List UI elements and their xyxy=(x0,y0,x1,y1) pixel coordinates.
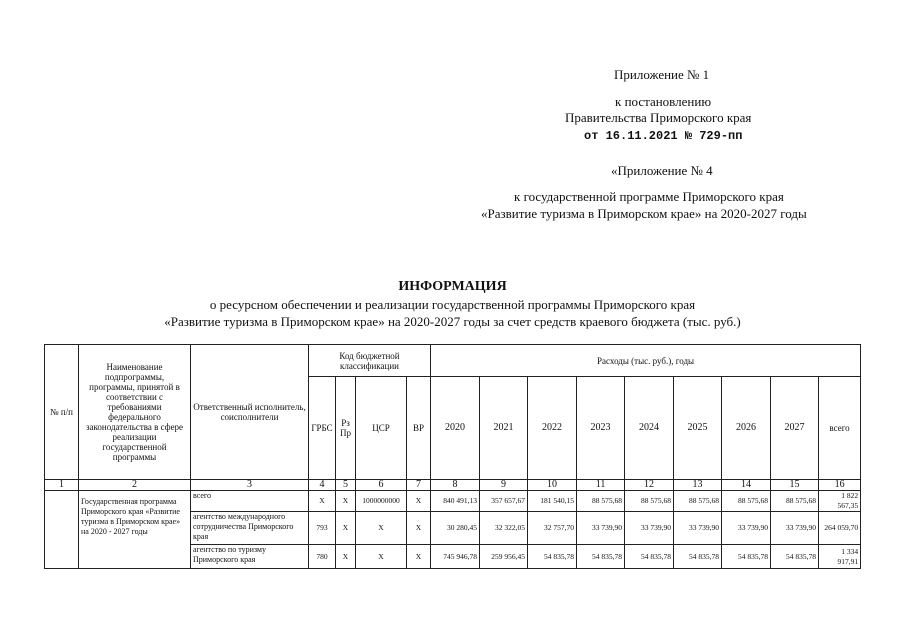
table-row xyxy=(45,491,861,512)
value-cell: 33 739,90 xyxy=(722,512,771,545)
col-number: 2 xyxy=(79,480,191,491)
col-number: 14 xyxy=(722,480,771,491)
grbs-cell: 780 xyxy=(309,545,336,569)
rzpr-cell: X xyxy=(336,491,356,512)
value-cell: 30 280,45 xyxy=(431,512,480,545)
value-cell: 840 491,13 xyxy=(431,491,480,512)
head-year: 2024 xyxy=(625,377,674,480)
col-number: 13 xyxy=(674,480,722,491)
value-cell: 54 835,78 xyxy=(528,545,577,569)
value-cell: 88 575,68 xyxy=(577,491,625,512)
value-cell: 54 835,78 xyxy=(771,545,819,569)
value-cell: 54 835,78 xyxy=(722,545,771,569)
vr-cell: X xyxy=(407,512,431,545)
col-number: 16 xyxy=(819,480,861,491)
executor-cell: всего xyxy=(191,491,309,512)
col-number: 5 xyxy=(336,480,356,491)
head-grbs: ГРБС xyxy=(309,377,336,480)
head-rzpr: Рз Пр xyxy=(336,377,356,480)
col-number: 4 xyxy=(309,480,336,491)
document-subtitle-line1: о ресурсном обеспечении и реализации государственной программы Приморского края xyxy=(209,297,696,312)
column-number-row xyxy=(45,480,861,491)
value-cell: 259 956,45 xyxy=(480,545,528,569)
grbs-cell: X xyxy=(309,491,336,512)
to-program-label: к государственной программе Приморского края xyxy=(514,189,784,204)
value-cell: 33 739,90 xyxy=(577,512,625,545)
rzpr-cell: X xyxy=(336,545,356,569)
value-cell: 88 575,68 xyxy=(722,491,771,512)
appendix-label: Приложение № 1 xyxy=(614,67,710,82)
value-cell: 33 739,90 xyxy=(771,512,819,545)
rzpr-cell: X xyxy=(336,512,356,545)
order-number: от 16.11.2021 № 729-пп xyxy=(584,129,743,143)
head-year: 2022 xyxy=(528,377,577,480)
head-csr: ЦСР xyxy=(356,377,407,480)
head-year: 2020 xyxy=(431,377,480,480)
head-year: 2025 xyxy=(674,377,722,480)
col-number: 3 xyxy=(191,480,309,491)
col-number: 9 xyxy=(480,480,528,491)
head-year: 2021 xyxy=(480,377,528,480)
value-cell: 54 835,78 xyxy=(625,545,674,569)
head-total: всего xyxy=(819,377,861,480)
col-number: 1 xyxy=(45,480,79,491)
value-cell: 54 835,78 xyxy=(577,545,625,569)
appendix4-label: «Приложение № 4 xyxy=(611,163,713,178)
document-title: ИНФОРМАЦИЯ xyxy=(398,279,507,294)
value-cell: 88 575,68 xyxy=(625,491,674,512)
head-code-group: Код бюджетной классификации xyxy=(309,345,431,377)
col-number: 15 xyxy=(771,480,819,491)
value-cell: 33 739,90 xyxy=(625,512,674,545)
program-name: Государственная программа Приморского края «Развитие туризма в Приморском крае» на 2020 - 2027 годы xyxy=(79,491,191,569)
vr-cell: X xyxy=(407,491,431,512)
grbs-cell: 793 xyxy=(309,512,336,545)
document-subtitle-line2: «Развитие туризма в Приморском крае» на 2020-2027 годы за счет средств краевого бюджета (тыс. руб.) xyxy=(164,314,741,329)
value-cell: 88 575,68 xyxy=(674,491,722,512)
col-number: 7 xyxy=(407,480,431,491)
program-num xyxy=(45,491,79,569)
head-year: 2026 xyxy=(722,377,771,480)
col-number: 11 xyxy=(577,480,625,491)
total-cell: 1 822 567,35 xyxy=(819,491,861,512)
total-cell: 1 334 917,91 xyxy=(819,545,861,569)
head-vr: ВР xyxy=(407,377,431,480)
head-year: 2027 xyxy=(771,377,819,480)
total-cell: 264 059,70 xyxy=(819,512,861,545)
value-cell: 32 757,70 xyxy=(528,512,577,545)
value-cell: 181 540,15 xyxy=(528,491,577,512)
col-number: 10 xyxy=(528,480,577,491)
head-name: Наименование подпрограммы, программы, принятой в соответствии с требованиями федерального законодательства в сфере реализации государственной программы xyxy=(79,345,191,480)
to-decree-label: к постановлению xyxy=(615,94,712,109)
executor-cell: агентство международного сотрудничества Приморского края xyxy=(191,512,309,545)
col-number: 8 xyxy=(431,480,480,491)
csr-cell: X xyxy=(356,545,407,569)
value-cell: 88 575,68 xyxy=(771,491,819,512)
value-cell: 33 739,90 xyxy=(674,512,722,545)
head-year: 2023 xyxy=(577,377,625,480)
executor-cell: агентство по туризму Приморского края xyxy=(191,545,309,569)
value-cell: 745 946,78 xyxy=(431,545,480,569)
program-name-label: «Развитие туризма в Приморском крае» на 2020-2027 годы xyxy=(481,206,807,221)
csr-cell: X xyxy=(356,512,407,545)
government-label: Правительства Приморского края xyxy=(565,110,752,125)
head-num: № п/п xyxy=(45,345,79,480)
head-executor: Ответственный исполнитель, соисполнители xyxy=(191,345,309,480)
col-number: 12 xyxy=(625,480,674,491)
resource-table xyxy=(44,344,861,569)
value-cell: 54 835,78 xyxy=(674,545,722,569)
head-expenses-group: Расходы (тыс. руб.), годы xyxy=(431,345,861,377)
vr-cell: X xyxy=(407,545,431,569)
col-number: 6 xyxy=(356,480,407,491)
value-cell: 357 657,67 xyxy=(480,491,528,512)
csr-cell: 1000000000 xyxy=(356,491,407,512)
value-cell: 32 322,05 xyxy=(480,512,528,545)
